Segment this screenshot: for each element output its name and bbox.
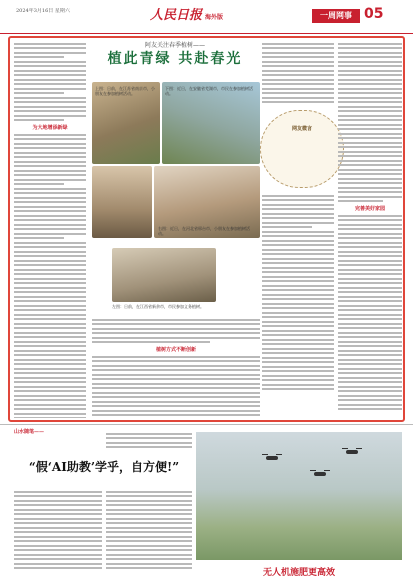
- section-divider: [0, 424, 413, 425]
- caption-family: 右图：近日，在河北省邢台市，小朋友在参加植树活动。: [158, 226, 250, 236]
- drone-icon: [314, 472, 326, 476]
- text-column-3: [262, 192, 334, 418]
- photo-drone-fertilizing: [196, 432, 402, 560]
- section-tag: 一周网事: [312, 9, 360, 23]
- caption-right: 下图：近日，在安徽省芜湖市，市民在参加植树活动。: [165, 86, 253, 96]
- subhead-1: 为大地增添新绿: [32, 125, 68, 131]
- lower-text-column-2-top: [106, 430, 192, 454]
- subhead-3: 完善美好家园: [354, 206, 385, 212]
- photo-citizens-planting: [112, 248, 216, 302]
- text-column-center: [92, 316, 260, 418]
- subhead-2: 植树方式不断创新: [155, 347, 196, 353]
- page-header: [0, 0, 413, 34]
- drone-photo-title: 无人机施肥更高效: [262, 568, 335, 578]
- text-column-1: [14, 40, 86, 418]
- caption-bottom: 左图：日前，在江西省新余市，市民参加义务植树。: [112, 304, 204, 309]
- page-number: 05: [364, 6, 384, 22]
- netizen-comments-heading: 网友微言: [291, 126, 312, 132]
- lower-text-column-2: [106, 488, 192, 580]
- lower-article-title: “假‘AI助教’学乎，自方便!”: [28, 460, 180, 474]
- masthead-suffix: 海外版: [205, 14, 224, 21]
- photo-kid-watering: [92, 166, 152, 238]
- lower-kicker: 山水随笔——: [14, 429, 45, 435]
- text-column-4: [338, 40, 402, 418]
- masthead: [150, 4, 223, 23]
- feature-kicker: 阿友关注春季植树——: [144, 42, 205, 49]
- caption-top: 上图：日前，在江苏省南京市，小朋友在参加植树活动。: [95, 86, 155, 96]
- drone-icon: [346, 450, 358, 454]
- netizen-comments-box: [260, 110, 344, 188]
- masthead-name: 人民日报: [150, 8, 203, 23]
- issue-date: 2024年3月16日 星期六: [16, 8, 70, 14]
- lower-text-column-1: [14, 488, 102, 580]
- text-column-3-top: [262, 40, 334, 108]
- feature-title: 植此青绿 共赴春光: [107, 51, 243, 67]
- drone-icon: [266, 456, 278, 460]
